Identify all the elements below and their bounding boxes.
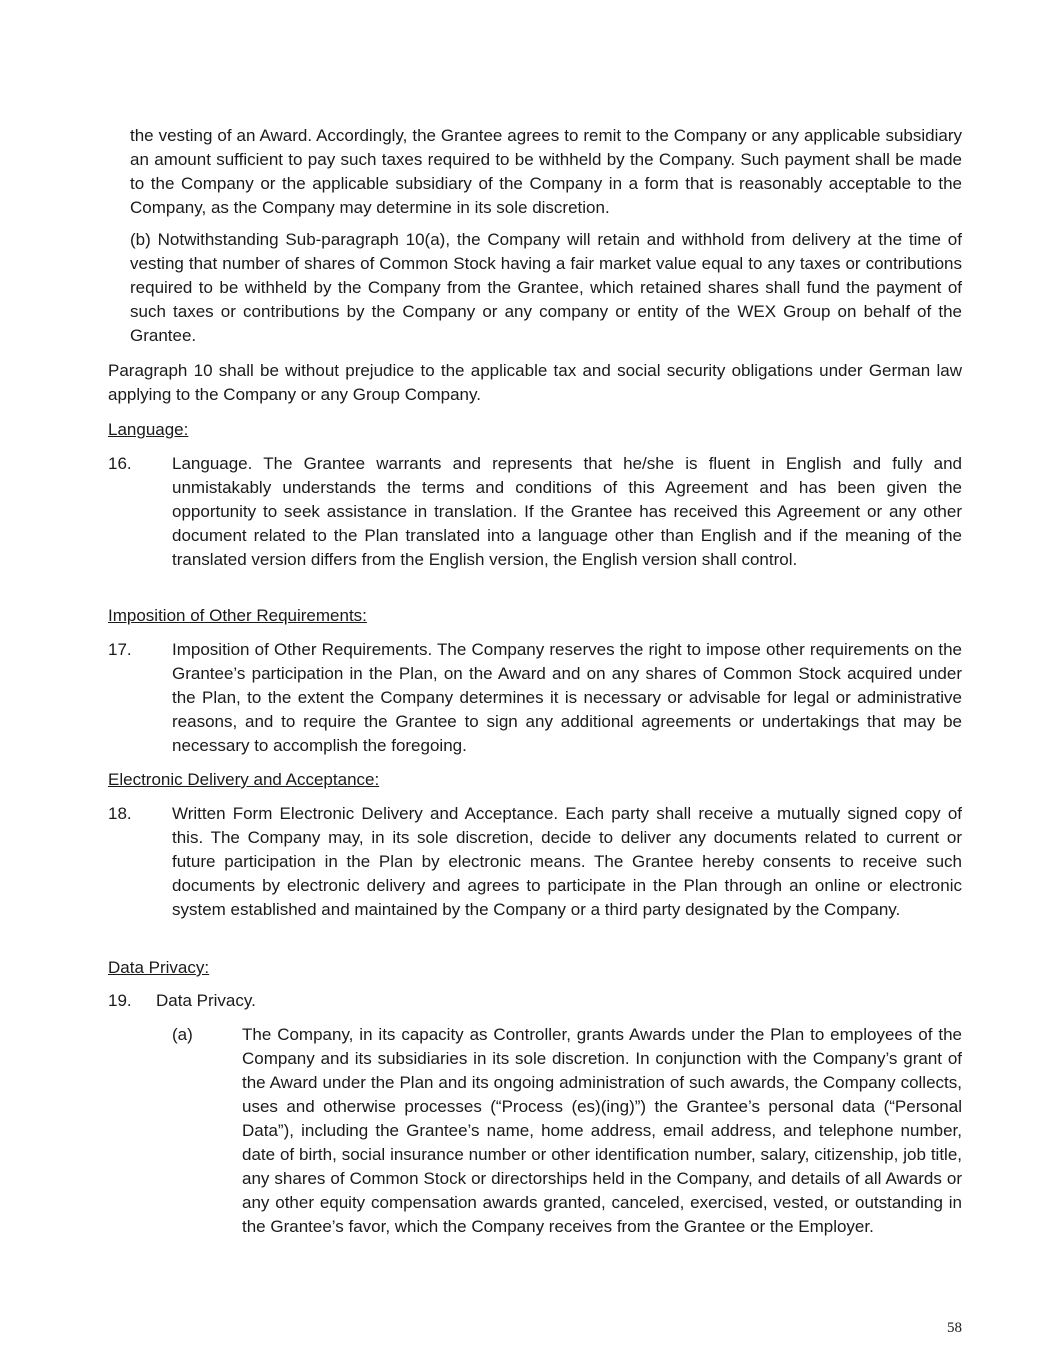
heading-electronic: Electronic Delivery and Acceptance: xyxy=(108,770,380,789)
intro-paragraphs xyxy=(130,124,962,356)
heading-imposition: Imposition of Other Requirements: xyxy=(108,606,367,625)
section-number: 19. xyxy=(108,991,132,1010)
section-19-data-privacy xyxy=(108,989,962,1013)
section-17-imposition xyxy=(108,638,962,758)
heading-language: Language: xyxy=(108,420,189,439)
heading-data-privacy: Data Privacy: xyxy=(108,958,210,977)
section-text: Written Form Electronic Delivery and Acceptance. Each party shall receive a mutually signed copy of this. The Company may, in its sole discretion, decide to deliver any documents related to current or future participation in the Plan by electronic means. The Grantee hereby consents to receive such documents by electronic delivery and agrees to participate in the Plan through an online or electronic system established and maintained by the Company or a third party designated by the Company. xyxy=(172,804,962,919)
intro-paragraph-1: the vesting of an Award. Accordingly, the Grantee agrees to remit to the Company or any applicable subsidiary an amount sufficient to pay such taxes required to be withheld by the Company. Such payment shall be made to the Company or the applicable subsidiary of the Company in a form that is reasonably acceptable to the Company, as the Company may determine in its sole discretion. xyxy=(130,126,962,217)
subsection-19a xyxy=(172,1023,962,1239)
intro-paragraph-2: (b) Notwithstanding Sub-paragraph 10(a), the Company will retain and withhold from delivery at the time of vesting that number of shares of Common Stock having a fair market value equal to any taxes or contributions required to be withheld by the Company from the Grantee, which retained shares shall fund the payment of such taxes or contributions by the Company or any company or entity of the WEX Group on behalf of the Grantee. xyxy=(130,230,962,345)
section-number: 16. xyxy=(108,454,132,473)
subsection-label: (a) xyxy=(172,1025,193,1044)
section-text: Imposition of Other Requirements. The Company reserves the right to impose other requirements on the Grantee’s participation in the Plan, on the Award and on any shares of Common Stock acquired under the Plan, to the extent the Company determines it is necessary or advisable for legal or administrative reasons, and to require the Grantee to sign any additional agreements or undertakings that may be necessary to accomplish the foregoing. xyxy=(172,640,962,755)
paragraph-10-note: Paragraph 10 shall be without prejudice to the applicable tax and social security obligations under German law applying to the Company or any Group Company. xyxy=(108,361,962,404)
page-number: 58 xyxy=(947,1320,962,1336)
section-text: Language. The Grantee warrants and represents that he/she is fluent in English and fully and unmistakably understands the terms and conditions of this Agreement and has been given the opportunity to seek assistance in translation. If the Grantee has received this Agreement or any other document related to the Plan translated into a language other than English and if the meaning of the translated version differs from the English version, the English version shall control. xyxy=(172,454,962,569)
section-16-language xyxy=(108,452,962,572)
section-number: 18. xyxy=(108,804,132,823)
subsection-text: The Company, in its capacity as Controller, grants Awards under the Plan to employees of the Company and its subsidiaries in its sole discretion. In conjunction with the Company’s grant of the Award under the Plan and its ongoing administration of such awards, the Company collects, uses and otherwise processes (“Process (es)(ing)”) the Grantee’s personal data (“Personal Data”), including the Grantee’s name, home address, email address, and telephone number, date of birth, social insurance number or other identification number, salary, citizenship, job title, any shares of Common Stock or directorships held in the Company, and details of all Awards or any other equity compensation awards granted, canceled, exercised, vested, or outstanding in the Grantee’s favor, which the Company receives from the Grantee or the Employer. xyxy=(242,1025,962,1236)
section-number: 17. xyxy=(108,640,132,659)
section-18-electronic xyxy=(108,802,962,922)
section-title: Data Privacy. xyxy=(156,991,256,1010)
